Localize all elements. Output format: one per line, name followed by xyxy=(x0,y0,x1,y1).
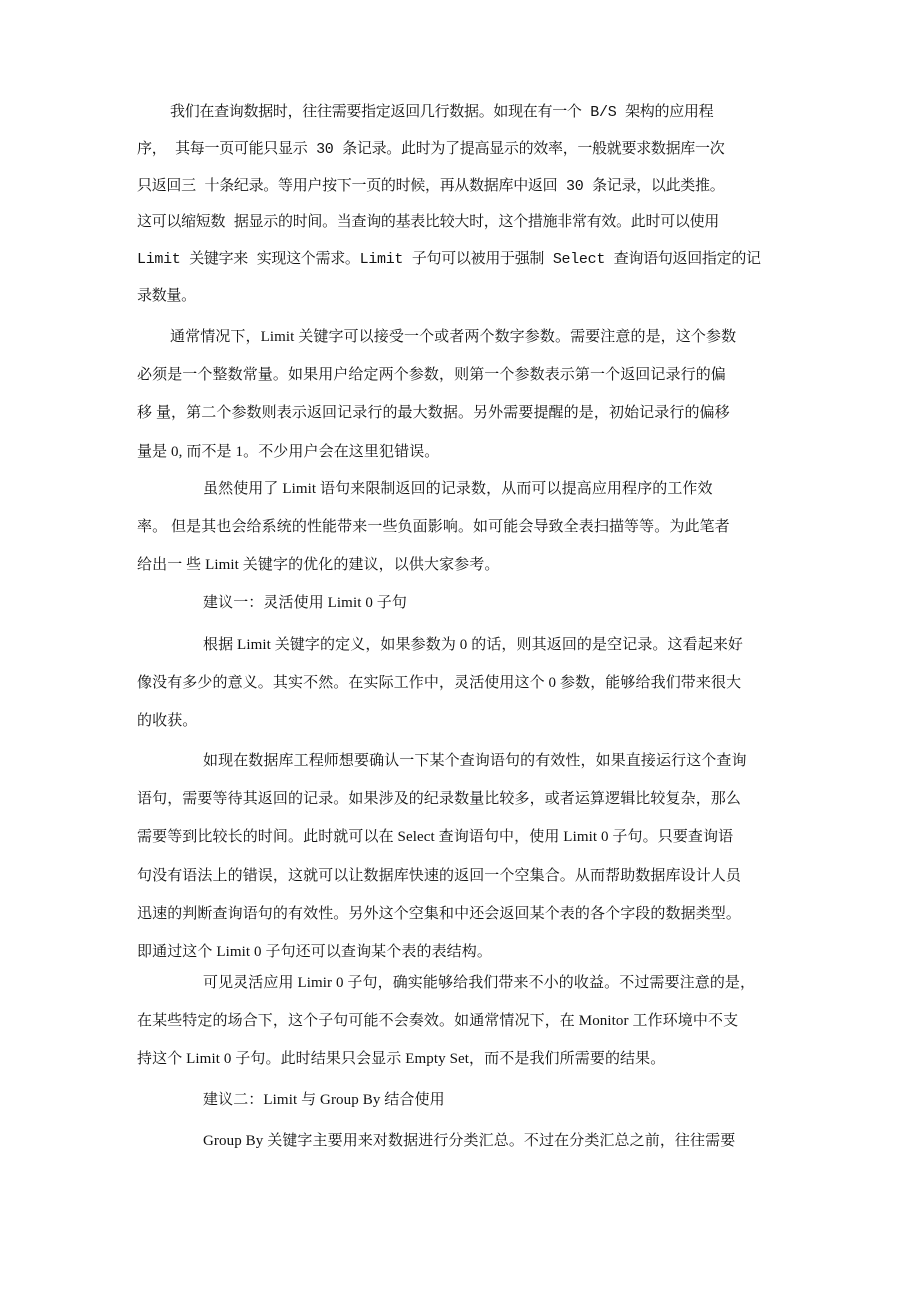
text-line: 率。 但是其也会给系统的性能带来一些负面影响。如可能会导致全表扫描等等。为此笔者 xyxy=(137,519,730,535)
text-line: 如现在数据库工程师想要确认一下某个查询语句的有效性，如果直接运行这个查询 xyxy=(203,753,747,769)
text-line: 建议二：Limit 与 Group By 结合使用 xyxy=(203,1092,445,1108)
text-line: 序， 其每一页可能只显示 30 条记录。此时为了提高显示的效率，一般就要求数据库一次 xyxy=(137,141,725,158)
text-line: 必须是一个整数常量。如果用户给定两个参数，则第一个参数表示第一个返回记录行的偏 xyxy=(137,367,726,383)
text-line: Group By 关键字主要用来对数据进行分类汇总。不过在分类汇总之前，往往需要 xyxy=(203,1133,736,1149)
text-line: 这可以缩短数 据显示的时间。当查询的基表比较大时，这个措施非常有效。此时可以使用 xyxy=(137,214,720,231)
text-line: 量是 0, 而不是 1。不少用户会在这里犯错误。 xyxy=(137,444,440,460)
text-line: Limit 关键字来 实现这个需求。Limit 子句可以被用于强制 Select 查询语句返回指定的记 xyxy=(137,251,761,268)
text-line: 只返回三 十条纪录。等用户按下一页的时候，再从数据库中返回 30 条记录，以此类推。 xyxy=(137,178,725,195)
text-line: 建议一：灵活使用 Limit 0 子句 xyxy=(203,595,407,611)
text-line: 需要等到比较长的时间。此时就可以在 Select 查询语句中，使用 Limit 0 子句。只要查询语 xyxy=(137,829,734,845)
text-line: 语句，需要等待其返回的记录。如果涉及的纪录数量比较多，或者运算逻辑比较复杂，那么 xyxy=(137,791,742,807)
text-line: 通常情况下，Limit 关键字可以接受一个或者两个数字参数。需要注意的是，这个参数 xyxy=(170,329,737,345)
text-line: 可见灵活应用 Limir 0 子句，确实能够给我们带来不小的收益。不过需要注意的是， xyxy=(203,975,756,991)
text-line: 在某些特定的场合下，这个子句可能不会奏效。如通常情况下，在 Monitor 工作环境中不支 xyxy=(137,1013,739,1029)
text-line: 持这个 Limit 0 子句。此时结果只会显示 Empty Set，而不是我们所需要的结果。 xyxy=(137,1051,666,1067)
text-line: 我们在查询数据时，往往需要指定返回几行数据。如现在有一个 B/S 架构的应用程 xyxy=(170,104,714,121)
text-line: 录数量。 xyxy=(137,288,196,305)
text-line: 句没有语法上的错误，这就可以让数据库快速的返回一个空集合。从而帮助数据库设计人员 xyxy=(137,868,742,884)
text-line: 的收获。 xyxy=(137,713,198,729)
text-line: 虽然使用了 Limit 语句来限制返回的记录数，从而可以提高应用程序的工作效 xyxy=(203,481,713,497)
text-line: 移 量，第二个参数则表示返回记录行的最大数据。另外需要提醒的是，初始记录行的偏移 xyxy=(137,405,730,421)
text-line: 即通过这个 Limit 0 子句还可以查询某个表的表结构。 xyxy=(137,944,492,960)
text-line: 给出一 些 Limit 关键字的优化的建议，以供大家参考。 xyxy=(137,557,500,573)
text-line: 像没有多少的意义。其实不然。在实际工作中，灵活使用这个 0 参数，能够给我们带来很大 xyxy=(137,675,742,691)
text-line: 根据 Limit 关键字的定义，如果参数为 0 的话，则其返回的是空记录。这看起来好 xyxy=(203,637,744,653)
text-line: 迅速的判断查询语句的有效性。另外这个空集和中还会返回某个表的各个字段的数据类型。 xyxy=(137,906,742,922)
